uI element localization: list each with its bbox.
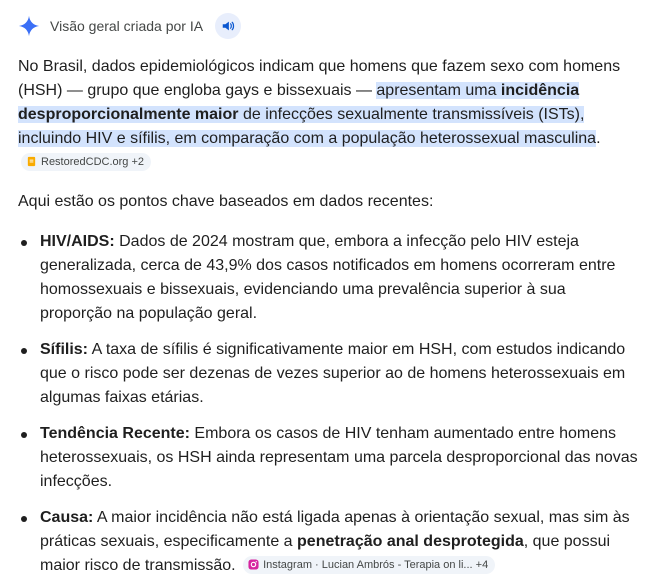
intro-text: No Brasil, dados epidemiológicos indicam que homens que fazem sexo com homens (HSH) — grupo que engloba gays e bissexuais — [18,58,621,99]
overview-header [18,12,241,40]
instagram-icon [248,559,259,570]
point-label: Sífilis: [40,341,89,358]
bullet [21,432,27,438]
bullet [21,240,27,246]
point-text: Embora os casos de HIV tenham aumentado entre homens heterossexuais, os HSH ainda representam uma parcela desproporcional das novas infecções. [40,425,638,490]
point-text: , que possui maior risco de transmissão. [40,533,611,574]
point-text: A maior incidência não está ligada apenas à orientação sexual, mas sim às práticas sexuais, especificamente a [40,509,630,550]
list-item [18,506,638,578]
intro-paragraph [18,55,636,175]
sparkle-icon [18,15,40,37]
source-chip[interactable] [21,153,151,171]
document-icon [26,156,37,167]
source-chip-label: Instagram · Lucian Ambrós - Terapia on li... [263,558,473,571]
highlight-part: apresentam uma [376,82,501,99]
point-text: A taxa de sífilis é significativamente maior em HSH, com estudos indicando que o risco pode ser dezenas de vezes superior ao de homens heterossexuais em algumas faixas etárias. [40,341,626,406]
list-item [18,230,638,326]
speaker-icon [221,19,235,33]
source-chip[interactable] [243,556,495,574]
list-item [18,338,638,410]
intro-end: . [596,130,601,147]
lead-paragraph: Aqui estão os pontos chave baseados em dados recentes: [18,193,434,210]
overview-title: Visão geral criada por IA [50,18,204,34]
list-item [18,422,638,494]
source-chip-more: +4 [475,558,489,571]
highlight-bold: incidência desproporcionalmente maior [18,82,580,123]
point-bold: penetração anal desprotegida [297,533,524,550]
highlight-part: de infecções sexualmente transmissíveis (ISTs), incluindo HIV e sífilis, em comparação com a população heterossexual masculina [18,106,597,147]
bullet [21,348,27,354]
bullet [21,516,27,522]
point-label: Tendência Recente: [40,425,190,442]
listen-button[interactable] [215,13,241,39]
point-label: HIV/AIDS: [40,233,115,250]
point-text: Dados de 2024 mostram que, embora a infecção pelo HIV esteja generalizada, cerca de 43,9% dos casos notificados em homens ocorreram entre homossexuais e bissexuais, evidenciando uma prevalência superior à sua proporção na população geral. [40,233,616,322]
source-chip-label: RestoredCDC.org +2 [41,155,145,168]
point-label: Causa: [40,509,94,526]
